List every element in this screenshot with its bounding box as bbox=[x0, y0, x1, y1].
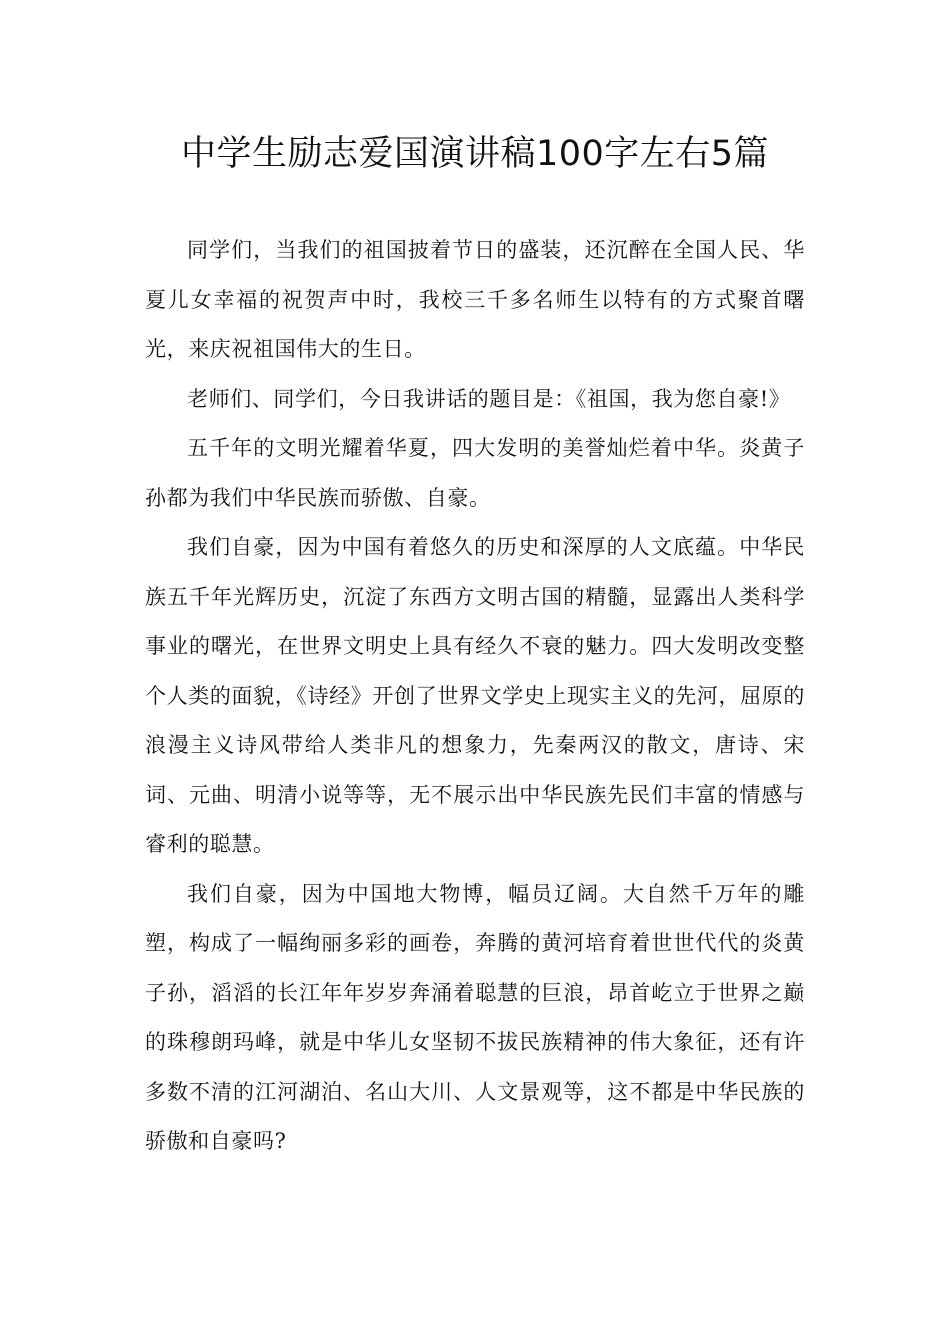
paragraph-5: 我们自豪，因为中国地大物博，幅员辽阔。大自然千万年的雕塑，构成了一幅绚丽多彩的画卷，奔腾的黄河培育着世世代代的炎黄子孙，滔滔的长江年年岁岁奔涌着聪慧的巨浪，昂首屹立于世界之巅的珠穆朗玛峰，就是中华儿女坚韧不拔民族精神的伟大象征，还有许多数不清的江河湖泊、名山大川、人文景观等，这不都是中华民族的骄傲和自豪吗? bbox=[145, 881, 805, 1153]
paragraph-1: 同学们，当我们的祖国披着节日的盛装，还沉醉在全国人民、华夏儿女幸福的祝贺声中时，我校三千多名师生以特有的方式聚首曙光，来庆祝祖国伟大的生日。 bbox=[145, 238, 805, 361]
document-title: 中学生励志爱国演讲稿100字左右5篇 bbox=[180, 134, 770, 174]
paragraph-3: 五千年的文明光耀着华夏，四大发明的美誉灿烂着中华。炎黄子孙都为我们中华民族而骄傲、自豪。 bbox=[145, 436, 805, 510]
paragraph-4: 我们自豪，因为中国有着悠久的历史和深厚的人文底蕴。中华民族五千年光辉历史，沉淀了东西方文明古国的精髓，显露出人类科学事业的曙光，在世界文明史上具有经久不衰的魅力。四大发明改变整个人类的面貌，《诗经》开创了世界文学史上现实主义的先河，屈原的浪漫主义诗风带给人类非凡的想象力，先秦两汉的散文，唐诗、宋词、元曲、明清小说等等，无不展示出中华民族先民们丰富的情感与睿利的聪慧。 bbox=[145, 535, 805, 856]
paragraph-2: 老师们、同学们，今日我讲话的题目是：《祖国，我为您自豪!》 bbox=[187, 386, 791, 411]
document-body bbox=[145, 226, 805, 1167]
